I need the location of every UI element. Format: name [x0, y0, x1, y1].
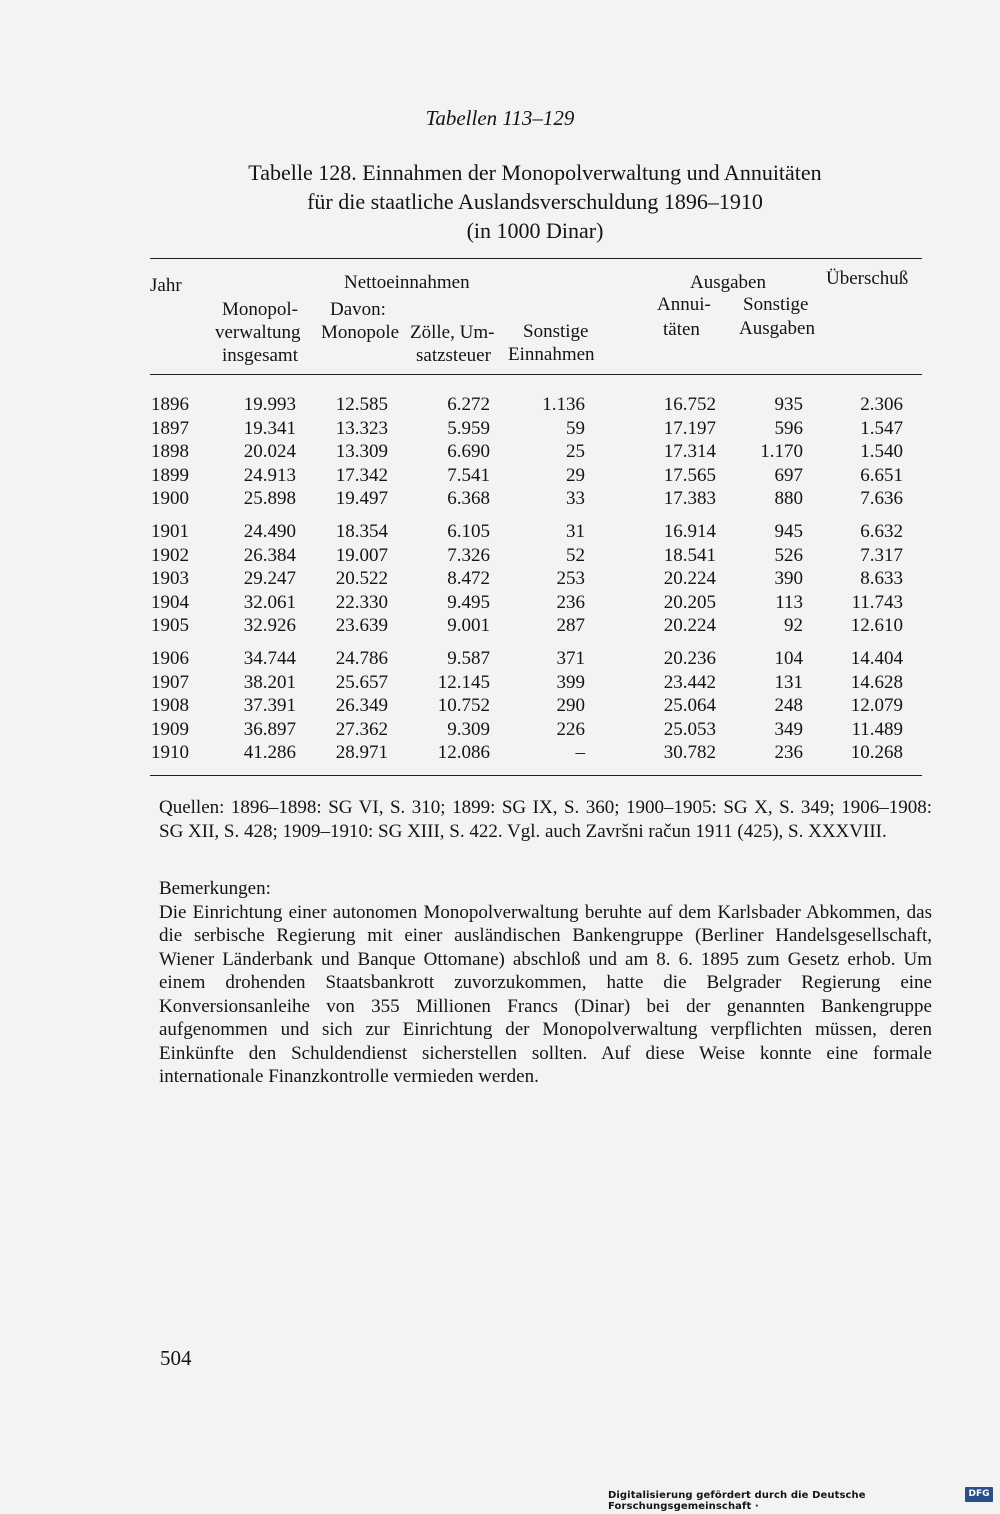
cell-ueberschuss: 7.636	[860, 488, 903, 509]
cell-monopole: 27.362	[335, 718, 388, 740]
cell-zoelle: 6.105	[447, 521, 490, 542]
cell-ueberschuss: 1.540	[860, 441, 903, 462]
cell-sonstige-einnahmen: 236	[556, 591, 585, 613]
cell-monopole: 19.007	[335, 544, 388, 566]
cell-sonstige-ausgaben: 390	[774, 568, 803, 589]
cell-sonstige-ausgaben: 349	[774, 718, 803, 740]
cell-sonstige-einnahmen: 399	[556, 671, 585, 693]
cell-year: 1908	[151, 695, 189, 716]
cell-year: 1905	[151, 615, 189, 636]
cell-sonstige-einnahmen: 371	[556, 648, 585, 669]
cell-ueberschuss: 7.317	[860, 544, 903, 566]
header-sonstige-line2: Einnahmen	[508, 344, 595, 365]
cell-sonstige-einnahmen: 287	[556, 615, 585, 636]
cell-annuitaeten: 16.914	[663, 521, 716, 542]
cell-sonstige-einnahmen: –	[575, 742, 585, 763]
table-header-rule	[150, 374, 922, 375]
table-title-line-3: (in 1000 Dinar)	[466, 218, 604, 243]
cell-monopol-total: 37.391	[243, 695, 296, 716]
cell-monopol-total: 38.201	[243, 671, 296, 693]
cell-annuitaeten: 20.236	[663, 648, 716, 669]
cell-sonstige-einnahmen: 1.136	[542, 394, 585, 415]
cell-zoelle: 6.690	[447, 441, 490, 462]
cell-zoelle: 6.272	[447, 394, 490, 415]
cell-sonstige-ausgaben: 236	[774, 742, 803, 763]
cell-sonstige-ausgaben: 935	[774, 394, 803, 415]
cell-zoelle: 10.752	[437, 695, 490, 716]
cell-year: 1898	[151, 441, 189, 462]
cell-ueberschuss: 14.404	[850, 648, 903, 669]
cell-zoelle: 12.086	[437, 742, 490, 763]
cell-zoelle: 12.145	[437, 671, 490, 693]
cell-sonstige-einnahmen: 31	[566, 521, 585, 542]
cell-year: 1897	[151, 417, 189, 439]
cell-sonstige-ausgaben: 104	[774, 648, 803, 669]
cell-ueberschuss: 11.743	[851, 591, 903, 613]
cell-year: 1902	[151, 544, 189, 566]
cell-monopol-total: 36.897	[243, 718, 296, 740]
cell-monopol-total: 34.744	[243, 648, 296, 669]
cell-zoelle: 9.587	[447, 648, 490, 669]
cell-monopol-total: 24.490	[243, 521, 296, 542]
table-title-line-1: Tabelle 128. Einnahmen der Monopolverwaltung und Annuitäten	[248, 160, 822, 185]
cell-monopole: 22.330	[335, 591, 388, 613]
page-number: 504	[160, 1346, 192, 1370]
cell-annuitaeten: 18.541	[663, 544, 716, 566]
remarks-label: Bemerkungen:	[159, 878, 271, 899]
cell-monopol-total: 32.061	[243, 591, 296, 613]
cell-annuitaeten: 17.565	[663, 464, 716, 486]
table-top-rule	[150, 258, 922, 259]
header-sonstige-line1: Sonstige	[523, 321, 589, 342]
cell-year: 1910	[151, 742, 189, 763]
cell-sonstige-ausgaben: 945	[774, 521, 803, 542]
cell-monopol-total: 41.286	[243, 742, 296, 763]
cell-sonstige-ausgaben: 1.170	[760, 441, 803, 462]
header-zoelle-line2: satzsteuer	[416, 345, 491, 366]
remarks-block	[159, 877, 932, 1089]
sources-note: Quellen: 1896–1898: SG VI, S. 310; 1899: SG IX, S. 360; 1900–1905: SG X, S. 349; 1906–1908: SG XII, S. 428; 1909–1910: SG XIII, S. 422. Vgl. auch Završni račun 1911 (425), S. XXXVIII.	[159, 797, 932, 842]
cell-sonstige-ausgaben: 697	[774, 464, 803, 486]
cell-zoelle: 6.368	[447, 488, 490, 509]
cell-monopol-total: 24.913	[243, 464, 296, 486]
cell-monopol-total: 20.024	[243, 441, 296, 462]
cell-annuitaeten: 20.224	[663, 568, 716, 589]
header-monopol-line3: insgesamt	[222, 345, 298, 366]
cell-sonstige-ausgaben: 880	[774, 488, 803, 509]
remarks-text: Die Einrichtung einer autonomen Monopolverwaltung beruhte auf dem Karlsbader Abkommen, das die serbische Regierung mit einer ausländischen Bankengruppe (Berliner Handelsgesellschaft, Wiener Länderbank und Banque Ottomane) abschloß und am 8. 6. 1895 zum Gesetz erhob. Um einem drohenden Staatsbankrott zuvorzukommen, hatte die Belgrader Regierung eine Konversionsanleihe von 355 Millionen Francs (Dinar) bei der genannten Bankengruppe aufgenommen und sich zur Einrichtung der Monopolverwaltung verpflichten müssen, deren Einkünfte den Schuldendienst sicherstellen sollten. Auf diese Weise konnte eine formale internationale Finanzkontrolle vermieden werden.	[159, 901, 932, 1087]
cell-monopol-total: 26.384	[243, 544, 296, 566]
cell-monopole: 19.497	[335, 488, 388, 509]
cell-year: 1896	[151, 394, 189, 415]
cell-monopole: 18.354	[335, 521, 388, 542]
header-davon: Davon:	[330, 299, 386, 320]
cell-monopole: 24.786	[335, 648, 388, 669]
cell-year: 1904	[151, 591, 189, 613]
header-ausgaben: Ausgaben	[690, 272, 766, 293]
cell-ueberschuss: 11.489	[851, 718, 903, 740]
cell-ueberschuss: 6.651	[860, 464, 903, 486]
table-title-line-2: für die staatliche Auslandsverschuldung 1896–1910	[307, 189, 763, 214]
cell-monopol-total: 19.993	[243, 394, 296, 415]
cell-monopole: 13.309	[335, 441, 388, 462]
cell-monopol-total: 29.247	[243, 568, 296, 589]
cell-annuitaeten: 17.383	[663, 488, 716, 509]
cell-ueberschuss: 8.633	[860, 568, 903, 589]
header-monopole: Monopole	[321, 322, 400, 343]
cell-annuitaeten: 23.442	[663, 671, 716, 693]
cell-monopole: 17.342	[335, 464, 388, 486]
table-bottom-rule	[150, 775, 922, 776]
header-jahr: Jahr	[150, 275, 182, 296]
cell-monopol-total: 19.341	[243, 417, 296, 439]
cell-sonstige-einnahmen: 226	[556, 718, 585, 740]
cell-monopole: 12.585	[335, 394, 388, 415]
cell-zoelle: 7.326	[447, 544, 490, 566]
cell-monopole: 20.522	[335, 568, 388, 589]
cell-sonstige-einnahmen: 290	[556, 695, 585, 716]
cell-sonstige-einnahmen: 59	[566, 417, 585, 439]
cell-monopole: 23.639	[335, 615, 388, 636]
cell-zoelle: 8.472	[447, 568, 490, 589]
cell-monopol-total: 25.898	[243, 488, 296, 509]
cell-year: 1901	[151, 521, 189, 542]
cell-year: 1907	[151, 671, 189, 693]
cell-year: 1903	[151, 568, 189, 589]
cell-ueberschuss: 14.628	[850, 671, 903, 693]
cell-ueberschuss: 12.079	[850, 695, 903, 716]
header-ueberschuss: Überschuß	[826, 268, 909, 289]
cell-year: 1906	[151, 648, 189, 669]
cell-monopole: 13.323	[335, 417, 388, 439]
cell-ueberschuss: 2.306	[860, 394, 903, 415]
cell-ueberschuss: 1.547	[860, 417, 903, 439]
cell-annuitaeten: 17.314	[663, 441, 716, 462]
header-annui-line2: täten	[663, 319, 700, 340]
digitization-credit: Digitalisierung gefördert durch die Deutsche Forschungsgemeinschaft ·	[608, 1490, 866, 1512]
cell-ueberschuss: 12.610	[850, 615, 903, 636]
cell-sonstige-einnahmen: 33	[566, 488, 585, 509]
header-annui-line1: Annui-	[657, 294, 711, 315]
running-head: Tabellen 113–129	[425, 106, 575, 130]
header-nettoeinnahmen: Nettoeinnahmen	[344, 272, 470, 293]
cell-sonstige-einnahmen: 29	[566, 464, 585, 486]
cell-annuitaeten: 17.197	[663, 417, 716, 439]
cell-annuitaeten: 20.205	[663, 591, 716, 613]
cell-monopole: 25.657	[335, 671, 388, 693]
header-sonstige-ausgaben-line1: Sonstige	[743, 294, 809, 315]
cell-annuitaeten: 25.064	[663, 695, 716, 716]
cell-sonstige-einnahmen: 25	[566, 441, 585, 462]
cell-annuitaeten: 25.053	[663, 718, 716, 740]
cell-sonstige-ausgaben: 113	[775, 591, 803, 613]
cell-monopole: 28.971	[335, 742, 388, 763]
cell-sonstige-ausgaben: 92	[784, 615, 803, 636]
cell-year: 1899	[151, 464, 189, 486]
header-monopol-line2: verwaltung	[215, 322, 301, 343]
cell-year: 1900	[151, 488, 189, 509]
header-monopol-line1: Monopol-	[222, 299, 298, 320]
cell-zoelle: 9.495	[447, 591, 490, 613]
dfg-logo: DFG	[965, 1487, 993, 1502]
cell-annuitaeten: 30.782	[663, 742, 716, 763]
cell-annuitaeten: 20.224	[663, 615, 716, 636]
header-zoelle-line1: Zölle, Um-	[410, 322, 495, 343]
cell-sonstige-ausgaben: 248	[774, 695, 803, 716]
cell-zoelle: 9.309	[447, 718, 490, 740]
cell-annuitaeten: 16.752	[663, 394, 716, 415]
cell-monopol-total: 32.926	[243, 615, 296, 636]
cell-sonstige-einnahmen: 253	[556, 568, 585, 589]
cell-zoelle: 7.541	[447, 464, 490, 486]
cell-year: 1909	[151, 718, 189, 740]
cell-zoelle: 9.001	[447, 615, 490, 636]
cell-sonstige-ausgaben: 131	[774, 671, 803, 693]
header-sonstige-ausgaben-line2: Ausgaben	[739, 318, 815, 339]
cell-sonstige-einnahmen: 52	[566, 544, 585, 566]
cell-sonstige-ausgaben: 526	[774, 544, 803, 566]
cell-zoelle: 5.959	[447, 417, 490, 439]
cell-monopole: 26.349	[335, 695, 388, 716]
cell-sonstige-ausgaben: 596	[774, 417, 803, 439]
cell-ueberschuss: 10.268	[850, 742, 903, 763]
cell-ueberschuss: 6.632	[860, 521, 903, 542]
